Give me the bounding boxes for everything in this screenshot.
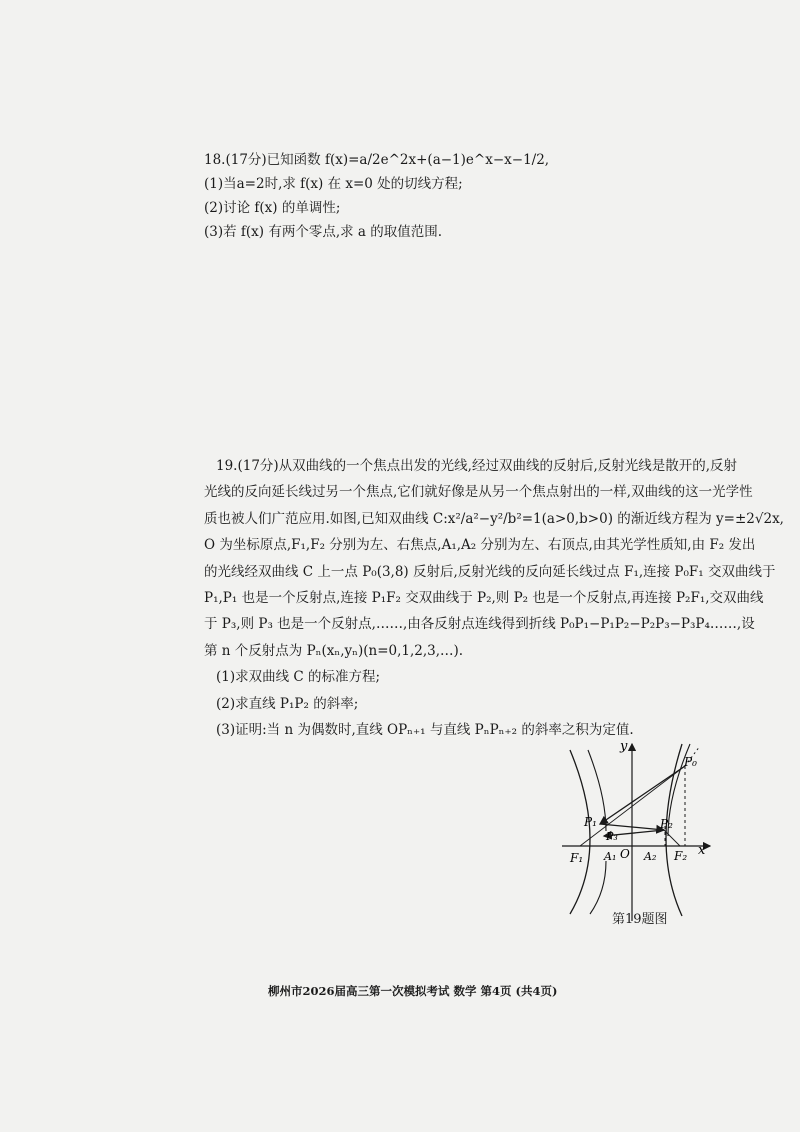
question-19 bbox=[204, 453, 784, 743]
q19-part3: (3)证明:当 n 为偶数时,直线 OPₙ₊₁ 与直线 PₙPₙ₊₂ 的斜率之积为定值. bbox=[216, 722, 634, 739]
q19-line-2: 光线的反向延长线过另一个焦点,它们就好像是从另一个焦点射出的一样,双曲线的这一光学性 bbox=[204, 484, 753, 501]
hyperbola-left-branch bbox=[570, 750, 590, 914]
q19-line-7: 于 P₃,则 P₃ 也是一个反射点,……,由各反射点连线得到折线 P₀P₁−P₁P₂−P₂P₃−P₃P₄……,设 bbox=[204, 616, 755, 633]
q19-part1: (1)求双曲线 C 的标准方程; bbox=[216, 669, 381, 686]
q19-line-5: 的光线经双曲线 C 上一点 P₀(3,8) 反射后,反射光线的反向延长线过点 F₁,连接 P₀F₁ 交双曲线于 bbox=[204, 563, 776, 580]
q19-part2: (2)求直线 P₁P₂ 的斜率; bbox=[216, 695, 359, 712]
label-p0: P₀ bbox=[684, 755, 697, 769]
hyperbola-figure bbox=[560, 736, 720, 926]
label-f2: F₂ bbox=[674, 849, 688, 863]
q19-line-4: O 为坐标原点,F₁,F₂ 分别为左、右焦点,A₁,A₂ 分别为左、右顶点,由其光学性质知,由 F₂ 发出 bbox=[204, 537, 756, 554]
label-x: x bbox=[698, 843, 706, 858]
hyperbola-diagram bbox=[560, 736, 720, 926]
ray-p0-p1 bbox=[600, 766, 685, 824]
q18-part1: (1)当a=2时,求 f(x) 在 x=0 处的切线方程; bbox=[204, 176, 463, 192]
q18-part3: (3)若 f(x) 有两个零点,求 a 的取值范围. bbox=[204, 224, 443, 240]
label-y: y bbox=[620, 739, 628, 754]
q18-part2: (2)讨论 f(x) 的单调性; bbox=[204, 200, 341, 216]
label-p1: P₁ bbox=[584, 815, 597, 829]
label-p2: P₂ bbox=[660, 817, 673, 831]
q18-stem: 18.(17分)已知函数 f(x)=a/2e^2x+(a−1)e^x−x−1/2, bbox=[204, 152, 550, 168]
q19-line-8: 第 n 个反射点为 Pₙ(xₙ,yₙ)(n=0,1,2,3,…). bbox=[204, 642, 464, 659]
q19-line-6: P₁,P₁ 也是一个反射点,连接 P₁F₂ 交双曲线于 P₂,则 P₂ 也是一个反射点,再连接 P₂F₁,交双曲线 bbox=[204, 590, 764, 607]
label-origin: O bbox=[620, 847, 630, 861]
hyperbola-left-inner-lower bbox=[590, 861, 606, 914]
label-a1: A₁ bbox=[604, 850, 617, 863]
figure-caption: 第19题图 bbox=[612, 912, 668, 927]
label-a2: A₂ bbox=[644, 850, 657, 863]
label-p3: P₃ bbox=[606, 830, 618, 843]
question-18 bbox=[204, 148, 644, 244]
q19-line-3: 质也被人们广范应用.如图,已知双曲线 C:x²/a²−y²/b²=1(a>0,b>0) 的渐近线方程为 y=±2√2x, bbox=[204, 510, 784, 527]
label-f1: F₁ bbox=[570, 851, 584, 865]
page-footer: 柳州市2026届高三第一次模拟考试 数学 第4页 (共4页) bbox=[268, 984, 558, 998]
q19-line-1: 19.(17分)从双曲线的一个焦点出发的光线,经过双曲线的反射后,反射光线是散开的,反射 bbox=[216, 458, 738, 474]
